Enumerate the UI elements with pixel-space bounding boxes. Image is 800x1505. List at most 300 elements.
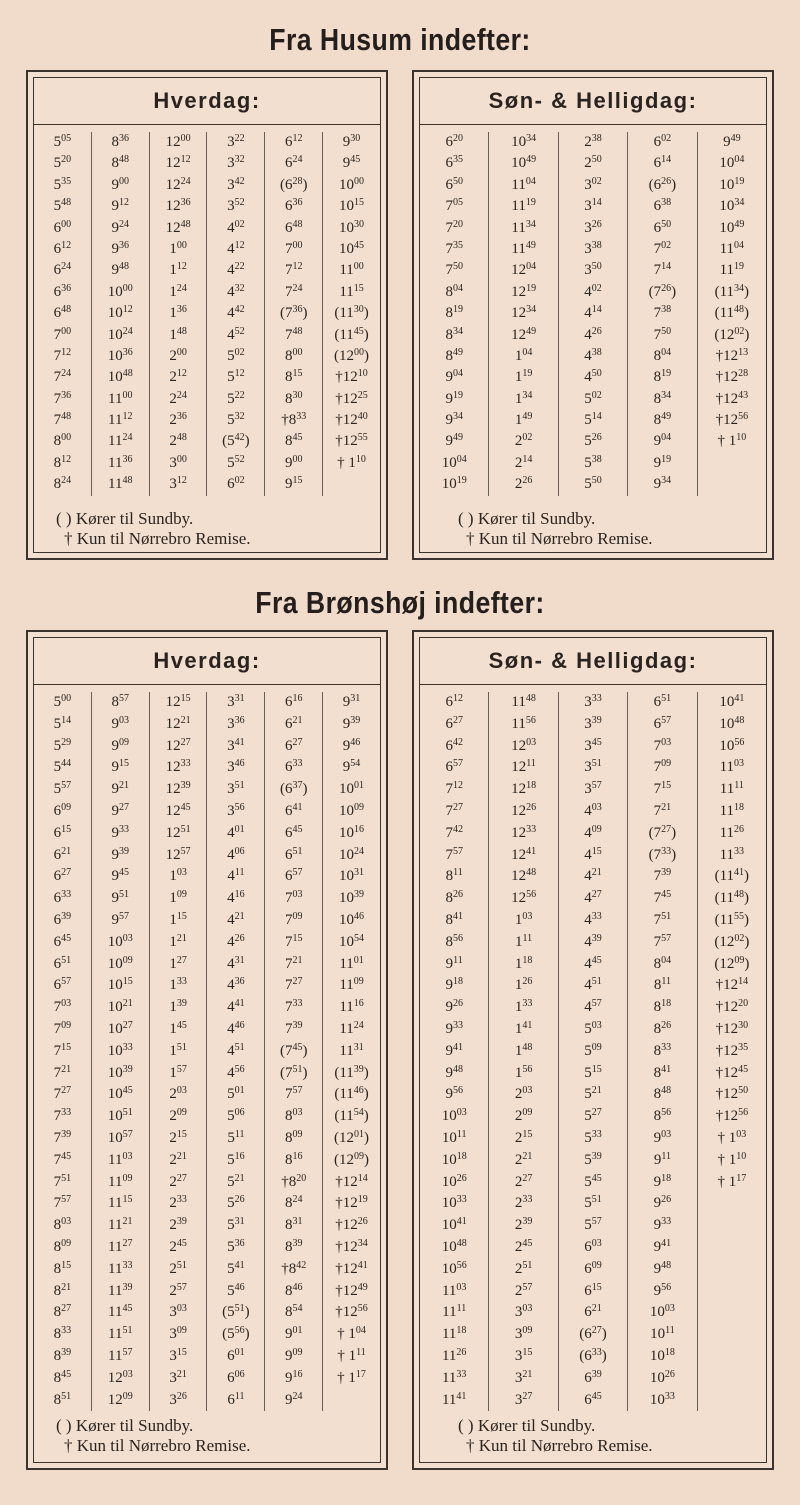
departure-time: $2^{02}$ <box>514 432 533 450</box>
departure-time: $5^{35}$ <box>53 175 72 193</box>
departure-time: 751 <box>653 910 672 928</box>
departure-time: 1133 <box>719 845 745 863</box>
departure-time: $5^{14}$ <box>53 714 72 732</box>
departure-time <box>698 474 766 495</box>
departure-time: 1026 <box>649 1368 675 1386</box>
departure-time: $4^{32}$ <box>227 282 245 300</box>
departure-time: $4^{21}$ <box>227 910 245 928</box>
departure-time: 421 <box>584 867 602 885</box>
husum-sunday-grid <box>420 132 766 496</box>
departure-time: $7^{33}$ <box>53 1107 72 1125</box>
departure-time: 615 <box>584 1281 602 1299</box>
departure-time: $9^{04}$ <box>445 368 463 386</box>
departure-time: $8^{49}$ <box>653 411 672 429</box>
departure-time: $9^{09}$ <box>284 1346 303 1364</box>
departure-time: $9^{21}$ <box>111 780 129 798</box>
departure-time: † 110 <box>717 1150 747 1168</box>
departure-time: $9^{11}$ <box>445 954 463 972</box>
departure-time: 227 <box>514 1172 533 1190</box>
departure-time: $5^{29}$ <box>53 736 72 754</box>
departure-time: $7^{20}$ <box>445 218 463 236</box>
departure-time: $9^{33}$ <box>445 1019 463 1037</box>
departure-time: $\dagger 12^{56}$ <box>715 411 749 429</box>
departure-time: $11^{34}$ <box>511 218 536 236</box>
departure-time: $1^{57}$ <box>169 1063 187 1081</box>
departure-time: $9^{27}$ <box>111 801 129 819</box>
departure-time: 956 <box>653 1281 672 1299</box>
departure-time: $9^{34}$ <box>653 475 672 493</box>
departure-time: $1^{33}$ <box>169 976 187 994</box>
departure-time: $6^{57}$ <box>445 758 463 776</box>
departure-time: $2^{21}$ <box>169 1150 187 1168</box>
time-column <box>149 132 207 496</box>
departure-time: $3^{32}$ <box>227 154 245 172</box>
departure-time: $1^{33}$ <box>514 998 533 1016</box>
departure-time: $9^{18}$ <box>445 976 463 994</box>
husum-sunday-panel <box>412 70 774 560</box>
departure-time: $11^{51}$ <box>108 1325 133 1343</box>
departure-time: $2^{21}$ <box>514 1150 533 1168</box>
departure-time: $5^{06}$ <box>227 1107 245 1125</box>
departure-time: $2^{15}$ <box>514 1128 533 1146</box>
note-norrebro: † Kun til Nørrebro Remise. <box>64 1436 251 1455</box>
departure-time: $1^{41}$ <box>514 1019 533 1037</box>
departure-time: $11^{27}$ <box>108 1237 133 1255</box>
departure-time: 856 <box>653 1107 672 1125</box>
departure-time: $7^{15}$ <box>53 1041 72 1059</box>
departure-time: $9^{15}$ <box>111 758 129 776</box>
departure-time <box>698 1259 766 1281</box>
departure-time: $10^{27}$ <box>107 1019 133 1037</box>
departure-time: $6^{50}$ <box>445 175 463 193</box>
departure-time: $8^{15}$ <box>284 368 303 386</box>
departure-time: $\dagger 12^{13}$ <box>715 346 749 364</box>
departure-time: $1^{04}$ <box>514 346 533 364</box>
departure-time: $5^{38}$ <box>584 453 602 471</box>
departure-time: $12^{49}$ <box>511 325 537 343</box>
departure-time: † 117 <box>717 1172 747 1190</box>
departure-time: 1048 <box>719 714 745 732</box>
time-column <box>206 132 264 496</box>
departure-time: 321 <box>514 1368 533 1386</box>
departure-time: $7^{50}$ <box>653 325 672 343</box>
departure-time: $9^{19}$ <box>653 453 672 471</box>
departure-time: $12^{15}$ <box>165 693 191 710</box>
departure-time: $9^{51}$ <box>111 889 129 907</box>
departure-time: $1^{27}$ <box>169 954 187 972</box>
departure-time: $8^{56}$ <box>445 932 463 950</box>
departure-time: 841 <box>653 1063 672 1081</box>
note-sundby: ( ) Kører til Sundby. <box>458 1416 596 1435</box>
departure-time: $6^{35}$ <box>445 154 463 172</box>
departure-time: $2^{36}$ <box>169 411 187 429</box>
departure-time: $1^{19}$ <box>514 368 533 386</box>
departure-time: $8^{19}$ <box>653 368 672 386</box>
departure-time: $6^{45}$ <box>284 823 303 841</box>
departure-time: 609 <box>584 1259 602 1277</box>
departure-time: 303 <box>514 1303 533 1321</box>
departure-time: $(5^{56})$ <box>222 1325 250 1343</box>
departure-time: $1^{34}$ <box>514 389 533 407</box>
departure-time: 545 <box>584 1172 602 1190</box>
departure-time: $11^{15}$ <box>108 1194 133 1212</box>
time-column <box>488 692 557 1411</box>
departure-time: † $1^{10}$ <box>337 453 366 471</box>
bronshoj-sunday-grid <box>420 692 766 1411</box>
departure-time: $6^{09}$ <box>53 801 72 819</box>
bronshoj-sunday-header: Søn- & Helligdag: <box>420 638 766 685</box>
departure-time: 509 <box>584 1041 602 1059</box>
departure-time: 709 <box>653 758 672 776</box>
departure-time: $6^{00}$ <box>53 218 72 236</box>
departure-time: $7^{45}$ <box>53 1150 72 1168</box>
departure-time: $7^{03}$ <box>284 889 303 907</box>
departure-time: $(7^{26})$ <box>648 282 677 300</box>
departure-time: $10^{45}$ <box>339 239 365 257</box>
departure-time: $10^{56}$ <box>441 1259 467 1277</box>
departure-time: $\dagger 12^{41}$ <box>335 1259 368 1277</box>
departure-time: $7^{39}$ <box>284 1019 303 1037</box>
departure-time: $8^{12}$ <box>53 453 72 471</box>
time-column <box>34 692 91 1411</box>
departure-time: $7^{38}$ <box>653 304 672 322</box>
departure-time: 1011 <box>650 1325 675 1343</box>
departure-time: $12^{12}$ <box>165 154 191 172</box>
departure-time: $8^{00}$ <box>284 346 303 364</box>
departure-time: $8^{04}$ <box>653 346 672 364</box>
departure-time: $9^{46}$ <box>342 736 361 754</box>
departure-time: $12^{45}$ <box>165 801 191 819</box>
departure-time: $5^{46}$ <box>227 1281 245 1299</box>
departure-time: $(11^{34})$ <box>714 282 750 300</box>
departure-time: 657 <box>653 714 672 732</box>
departure-time: $11^{33}$ <box>108 1259 133 1277</box>
departure-time: 527 <box>584 1107 602 1125</box>
departure-time: $10^{54}$ <box>339 932 365 950</box>
departure-time: $7^{33}$ <box>284 998 303 1016</box>
husum-weekday-header: Hverdag: <box>34 78 380 125</box>
time-column <box>322 692 380 1411</box>
departure-time: $11^{57}$ <box>108 1346 133 1364</box>
departure-time: 721 <box>653 801 672 819</box>
departure-time: $11^{12}$ <box>108 411 133 429</box>
departure-time: $7^{00}$ <box>284 239 303 257</box>
departure-time: $\dagger 12^{25}$ <box>335 389 368 407</box>
departure-time: 903 <box>653 1128 672 1146</box>
departure-time: 409 <box>584 823 602 841</box>
departure-time: $7^{27}$ <box>53 1085 72 1103</box>
departure-time: $5^{02}$ <box>584 389 602 407</box>
time-column <box>627 692 696 1411</box>
departure-time: $5^{12}$ <box>227 368 245 386</box>
departure-time: $9^{48}$ <box>445 1063 463 1081</box>
departure-time: $10^{33}$ <box>107 1041 133 1059</box>
departure-time: $(7^{45})$ <box>279 1041 308 1059</box>
departure-time: $7^{12}$ <box>445 780 463 798</box>
departure-time: $2^{03}$ <box>169 1085 187 1103</box>
departure-time: $11^{03}$ <box>441 1281 467 1299</box>
departure-time: $8^{33}$ <box>53 1325 72 1343</box>
departure-time: 715 <box>653 780 672 798</box>
departure-time: $10^{03}$ <box>441 1107 467 1125</box>
departure-time: $8^{46}$ <box>284 1281 303 1299</box>
departure-time: $12^{18}$ <box>511 780 537 798</box>
departure-time: (733) <box>648 845 677 863</box>
departure-time <box>698 453 766 474</box>
departure-time: $11^{49}$ <box>511 239 536 257</box>
departure-time: $6^{51}$ <box>284 845 303 863</box>
departure-time: $6^{12}$ <box>53 239 72 257</box>
departure-time: 457 <box>584 998 602 1016</box>
departure-time: 345 <box>584 736 602 754</box>
departure-time: $4^{01}$ <box>227 823 245 841</box>
departure-time: $5^{20}$ <box>53 154 72 172</box>
time-column <box>322 132 380 496</box>
departure-time: $\dagger 8^{42}$ <box>281 1259 307 1277</box>
departure-time: † $1^{04}$ <box>337 1325 366 1343</box>
departure-time: $3^{21}$ <box>169 1368 187 1386</box>
departure-time: $1^{56}$ <box>514 1063 533 1081</box>
departure-time: 515 <box>584 1063 602 1081</box>
time-column <box>34 132 91 496</box>
departure-time: † $1^{17}$ <box>337 1368 366 1386</box>
departure-time: (1155) <box>714 910 750 928</box>
departure-time: $6^{48}$ <box>53 304 72 322</box>
departure-time: $1^{00}$ <box>169 239 187 257</box>
departure-time: 539 <box>584 1150 602 1168</box>
departure-time: $8^{51}$ <box>53 1390 72 1408</box>
departure-time: † $1^{10}$ <box>717 432 747 450</box>
departure-time: 918 <box>653 1172 672 1190</box>
departure-time: $8^{21}$ <box>53 1281 72 1299</box>
departure-time: $10^{48}$ <box>107 368 133 386</box>
time-column <box>627 132 696 496</box>
departure-time: $5^{52}$ <box>227 453 245 471</box>
departure-time: 403 <box>584 801 602 819</box>
departure-time: $11^{24}$ <box>339 1019 364 1037</box>
departure-time: 333 <box>584 693 602 710</box>
departure-time: $10^{46}$ <box>339 910 365 928</box>
departure-time: 451 <box>584 976 602 994</box>
departure-time: $7^{14}$ <box>653 261 672 279</box>
departure-time: $6^{24}$ <box>53 261 72 279</box>
departure-time: $(12^{01})$ <box>334 1128 370 1146</box>
departure-time: $5^{21}$ <box>227 1172 245 1190</box>
departure-time: $6^{11}$ <box>227 1390 245 1408</box>
departure-time: $10^{39}$ <box>107 1063 133 1081</box>
departure-time: $1^{09}$ <box>169 889 187 907</box>
departure-time: $7^{24}$ <box>284 282 303 300</box>
departure-time: $2^{12}$ <box>169 368 187 386</box>
departure-time: $6^{12}$ <box>284 133 303 150</box>
departure-time: $10^{26}$ <box>441 1172 467 1190</box>
departure-time: $1^{49}$ <box>514 411 533 429</box>
departure-time: $7^{12}$ <box>53 346 72 364</box>
bronshoj-sunday-notes <box>420 1416 766 1456</box>
departure-time: $4^{56}$ <box>227 1063 245 1081</box>
departure-time: 251 <box>514 1259 533 1277</box>
departure-time: $4^{26}$ <box>584 325 602 343</box>
departure-time: $9^{26}$ <box>445 998 463 1016</box>
departure-time: $9^{33}$ <box>111 823 129 841</box>
departure-time: $10^{30}$ <box>339 218 365 236</box>
departure-time: $4^{06}$ <box>227 845 245 863</box>
departure-time: $11^{33}$ <box>441 1368 467 1386</box>
departure-time: $3^{36}$ <box>227 714 245 732</box>
departure-time: $9^{57}$ <box>111 910 129 928</box>
departure-time: $5^{32}$ <box>227 411 245 429</box>
departure-time: $10^{24}$ <box>107 325 133 343</box>
section-title-husum: Fra Husum indefter: <box>269 22 531 57</box>
departure-time: $10^{51}$ <box>107 1107 133 1125</box>
departure-time: 557 <box>584 1216 602 1234</box>
departure-time: $6^{39}$ <box>53 910 72 928</box>
departure-time: $3^{22}$ <box>227 133 245 150</box>
departure-time: 245 <box>514 1237 533 1255</box>
departure-time: $10^{09}$ <box>107 954 133 972</box>
departure-time: $11^{24}$ <box>108 432 133 450</box>
departure-time: $2^{38}$ <box>584 133 602 150</box>
departure-time: $11^{56}$ <box>511 714 536 732</box>
departure-time: $8^{41}$ <box>445 910 463 928</box>
departure-time: $11^{18}$ <box>441 1325 467 1343</box>
departure-time: †1230 <box>715 1019 749 1037</box>
departure-time: $3^{42}$ <box>227 175 245 193</box>
departure-time: 233 <box>514 1194 533 1212</box>
departure-time: $8^{09}$ <box>284 1128 303 1146</box>
departure-time: $\dagger 12^{28}$ <box>715 368 749 386</box>
departure-time: $3^{51}$ <box>227 780 245 798</box>
departure-time: $7^{09}$ <box>284 910 303 928</box>
departure-time: 427 <box>584 889 602 907</box>
departure-time: $(12^{00})$ <box>334 346 370 364</box>
departure-time: $7^{36}$ <box>53 389 72 407</box>
departure-time: $7^{05}$ <box>445 197 463 215</box>
departure-time: $1^{03}$ <box>514 910 533 928</box>
departure-time: (1148) <box>714 889 750 907</box>
departure-time: $(5^{42})$ <box>222 432 250 450</box>
departure-time: $7^{09}$ <box>53 1019 72 1037</box>
departure-time: $7^{15}$ <box>284 932 303 950</box>
departure-time: $(11^{45})$ <box>334 325 369 343</box>
departure-time: $1^{26}$ <box>514 976 533 994</box>
departure-time: $(7^{51})$ <box>279 1063 308 1081</box>
departure-time: $7^{42}$ <box>445 823 463 841</box>
departure-time: $4^{22}$ <box>227 261 245 279</box>
note-norrebro: † Kun til Nørrebro Remise. <box>466 529 653 548</box>
departure-time: $8^{39}$ <box>284 1237 303 1255</box>
husum-weekday-panel <box>26 70 388 560</box>
departure-time: (727) <box>648 823 677 841</box>
departure-time: $(6^{28})$ <box>279 175 308 193</box>
husum-sunday-notes <box>420 509 766 549</box>
departure-time: 445 <box>584 954 602 972</box>
departure-time: $3^{41}$ <box>227 736 245 754</box>
departure-time: $11^{01}$ <box>339 954 364 972</box>
departure-time: $9^{12}$ <box>111 197 129 215</box>
departure-time: $3^{31}$ <box>227 693 245 710</box>
departure-time: $12^{36}$ <box>165 197 191 215</box>
departure-time: $10^{19}$ <box>719 175 745 193</box>
departure-time: 439 <box>584 932 602 950</box>
departure-time: $5^{16}$ <box>227 1150 245 1168</box>
departure-time: $7^{02}$ <box>653 239 672 257</box>
departure-time: $1^{15}$ <box>169 910 187 928</box>
departure-time: $9^{56}$ <box>445 1085 463 1103</box>
departure-time: $6^{21}$ <box>284 714 303 732</box>
departure-time: $12^{03}$ <box>511 736 537 754</box>
departure-time: †1220 <box>715 998 749 1016</box>
departure-time: $3^{38}$ <box>584 239 602 257</box>
time-column <box>697 692 766 1411</box>
departure-time: $11^{04}$ <box>511 175 536 193</box>
departure-time: $7^{50}$ <box>445 261 463 279</box>
departure-time: $2^{09}$ <box>169 1107 187 1125</box>
departure-time: 804 <box>653 954 672 972</box>
departure-time: 433 <box>584 910 602 928</box>
departure-time: $2^{50}$ <box>584 154 602 172</box>
departure-time: $1^{39}$ <box>169 998 187 1016</box>
departure-time: $12^{39}$ <box>165 780 191 798</box>
departure-time: $9^{39}$ <box>342 714 361 732</box>
departure-time: $(11^{39})$ <box>334 1063 369 1081</box>
departure-time: $(6^{37})$ <box>279 780 308 798</box>
husum-sunday-header: Søn- & Helligdag: <box>420 78 766 125</box>
departure-time: $2^{39}$ <box>169 1216 187 1234</box>
departure-time: $6^{36}$ <box>284 197 303 215</box>
departure-time: $12^{21}$ <box>165 714 191 732</box>
departure-time: $6^{57}$ <box>53 976 72 994</box>
departure-time: $3^{14}$ <box>584 197 602 215</box>
departure-time: $10^{49}$ <box>719 218 745 236</box>
departure-time: 639 <box>584 1368 602 1386</box>
departure-time: 339 <box>584 714 602 732</box>
departure-time: $7^{03}$ <box>53 998 72 1016</box>
panel-frame <box>33 637 381 1463</box>
departure-time: $7^{27}$ <box>445 801 463 819</box>
departure-time: †1235 <box>715 1041 749 1059</box>
time-column <box>420 132 488 496</box>
departure-time: $9^{24}$ <box>111 218 129 236</box>
departure-time: 911 <box>653 1150 671 1168</box>
departure-time: $7^{24}$ <box>53 368 72 386</box>
departure-time: $\dagger 12^{19}$ <box>335 1194 368 1212</box>
departure-time: $10^{45}$ <box>107 1085 133 1103</box>
departure-time: $4^{16}$ <box>227 889 245 907</box>
departure-time: (1202) <box>714 932 750 950</box>
departure-time: $12^{09}$ <box>107 1390 133 1408</box>
departure-time: $12^{51}$ <box>165 823 191 841</box>
departure-time: $3^{00}$ <box>169 453 187 471</box>
departure-time: $12^{11}$ <box>511 758 536 776</box>
departure-time: $5^{11}$ <box>227 1128 245 1146</box>
departure-time: $11^{39}$ <box>108 1281 133 1299</box>
departure-time: $\dagger 12^{56}$ <box>335 1303 368 1321</box>
time-column <box>206 692 264 1411</box>
husum-weekday-grid <box>34 132 380 496</box>
departure-time <box>323 474 380 495</box>
departure-time: 948 <box>653 1259 672 1277</box>
departure-time: $11^{41}$ <box>441 1390 467 1408</box>
departure-time: $(11^{48})$ <box>714 304 750 322</box>
departure-time: $9^{24}$ <box>284 1390 303 1408</box>
departure-time: $5^{41}$ <box>227 1259 245 1277</box>
departure-time <box>698 1346 766 1368</box>
departure-time: $5^{50}$ <box>584 475 602 493</box>
departure-time: $11^{04}$ <box>719 239 745 257</box>
departure-time: 703 <box>653 736 672 754</box>
departure-time: $8^{57}$ <box>111 693 129 710</box>
